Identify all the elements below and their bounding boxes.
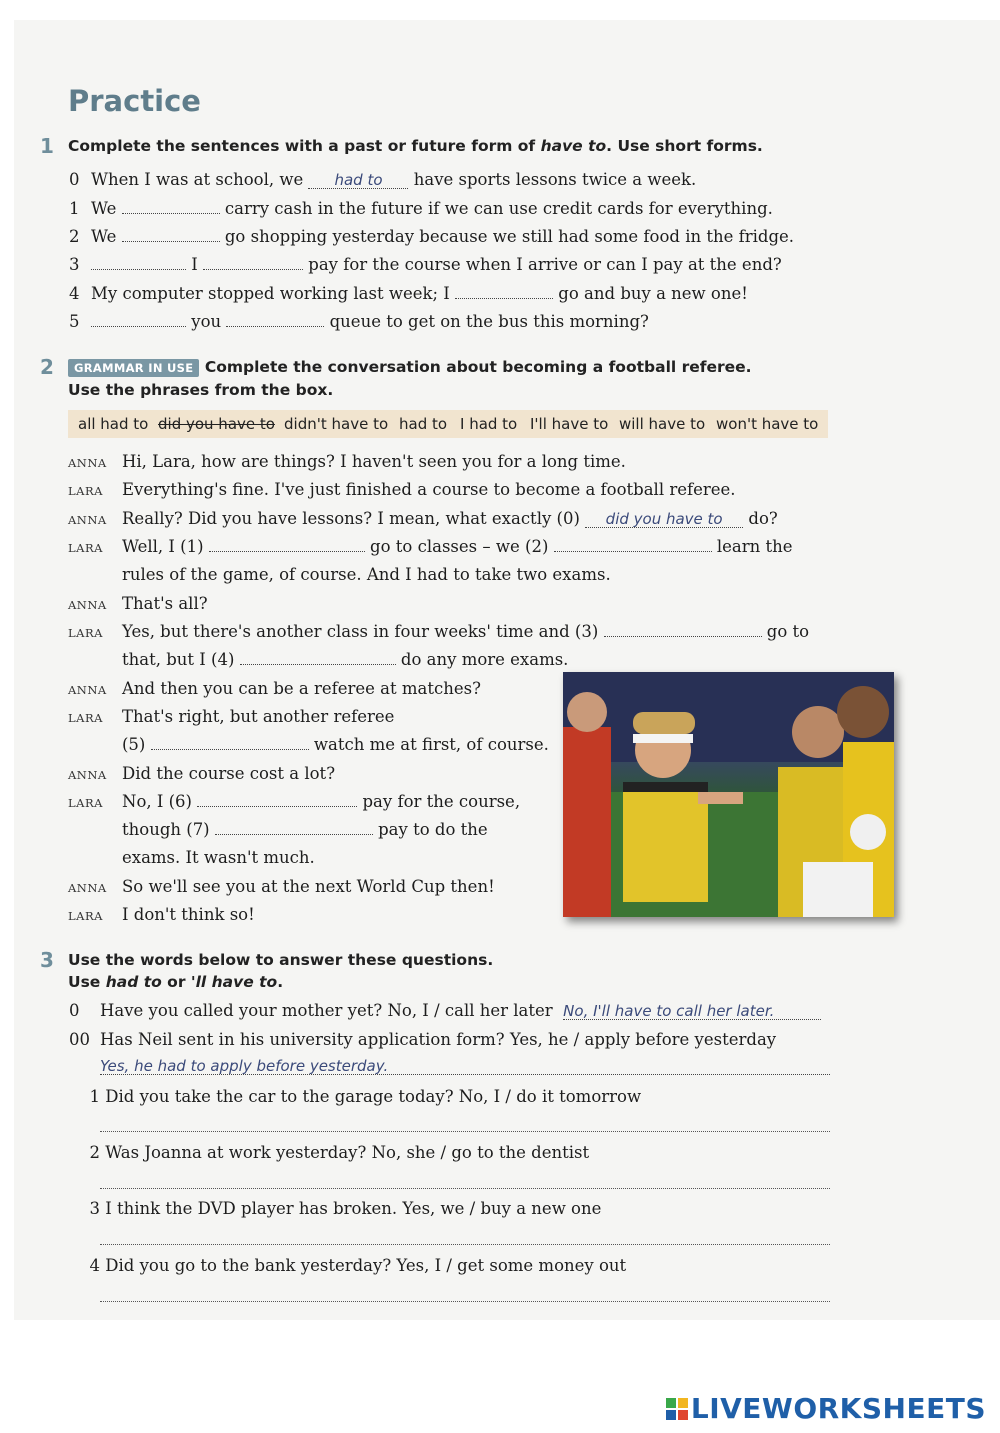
phrase-0[interactable]: all had to xyxy=(78,415,149,433)
ex2-blank-2[interactable] xyxy=(554,538,712,552)
dialogue-line-10: (5) watch me at first, of course. xyxy=(122,735,549,754)
ex1-blank-2[interactable] xyxy=(122,228,220,242)
ex1-item-4: 4 My computer stopped working last week; I go and buy a new one! xyxy=(69,284,748,303)
ex3-item-4: 4 Did you go to the bank yesterday? Yes, I / get some money out xyxy=(89,1256,627,1275)
ex2-blank-6[interactable] xyxy=(197,793,357,807)
phrase-2[interactable]: didn't have to xyxy=(284,415,389,433)
ex3-item-0: 0 Have you called your mother yet? No, I / call her later No, I'll have to call her later. xyxy=(69,1001,821,1020)
dialogue-line-9: LARA That's right, but another referee xyxy=(68,707,395,726)
ex1-item-1: 1 We carry cash in the future if we can use credit cards for everything. xyxy=(69,199,773,218)
ex1-blank-4[interactable] xyxy=(455,285,553,299)
exercise-1-instruction: Complete the sentences with a past or future form of have to. Use short forms. xyxy=(68,137,763,155)
dialogue-line-15: ANNA So we'll see you at the next World Cup then! xyxy=(68,877,495,896)
ex1-blank-5b[interactable] xyxy=(226,313,324,327)
ex1-blank-1[interactable] xyxy=(122,200,220,214)
exercise-3-number: 3 xyxy=(40,948,54,972)
phrase-4[interactable]: I had to xyxy=(460,415,518,433)
ex3-answer-line-2[interactable] xyxy=(100,1188,830,1189)
exercise-2-instruction-2: Use the phrases from the box. xyxy=(68,381,334,399)
phrase-5[interactable]: I'll have to xyxy=(530,415,609,433)
ex2-blank-4[interactable] xyxy=(240,651,396,665)
liveworksheets-logo: LIVEWORKSHEETS xyxy=(666,1392,986,1425)
phrase-7[interactable]: won't have to xyxy=(716,415,819,433)
ex2-blank-7[interactable] xyxy=(215,821,373,835)
dialogue-line-2: ANNA Really? Did you have lessons? I mean, what exactly (0) did you have to do? xyxy=(68,509,778,528)
ex1-item-0: 0 When I was at school, we had to have sports lessons twice a week. xyxy=(69,170,697,189)
dialogue-line-4: rules of the game, of course. And I had to take two exams. xyxy=(122,565,611,584)
phrase-1[interactable]: did you have to xyxy=(158,415,275,433)
dialogue-line-11: ANNA Did the course cost a lot? xyxy=(68,764,336,783)
dialogue-line-8: ANNA And then you can be a referee at matches? xyxy=(68,679,481,698)
ex3-answer-0[interactable]: No, I'll have to call her later. xyxy=(563,1003,821,1020)
grammar-in-use-badge: GRAMMAR IN USE xyxy=(68,359,199,377)
dialogue-line-0: ANNA Hi, Lara, how are things? I haven't seen you for a long time. xyxy=(68,452,626,471)
ex3-item-3: 3 I think the DVD player has broken. Yes, we / buy a new one xyxy=(89,1199,602,1218)
ex3-answer-line-3[interactable] xyxy=(100,1244,830,1245)
dialogue-line-6: LARA Yes, but there's another class in four weeks' time and (3) go to xyxy=(68,622,810,641)
ex2-blank-3[interactable] xyxy=(604,623,762,637)
ex1-blank-5a[interactable] xyxy=(91,313,186,327)
ex2-blank-5[interactable] xyxy=(151,736,309,750)
referee-photo xyxy=(563,672,894,917)
page-title: Practice xyxy=(68,84,201,118)
dialogue-line-7: that, but I (4) do any more exams. xyxy=(122,650,569,669)
dialogue-line-3: LARA Well, I (1) go to classes – we (2) learn the xyxy=(68,537,793,556)
ex2-blank-1[interactable] xyxy=(209,538,365,552)
ex3-item-00: 00 Has Neil sent in his university application form? Yes, he / apply before yesterday xyxy=(69,1030,777,1049)
ex3-answer-00[interactable]: Yes, he had to apply before yesterday. xyxy=(100,1058,830,1075)
dialogue-line-13: though (7) pay to do the xyxy=(122,820,488,839)
dialogue-line-12: LARA No, I (6) pay for the course, xyxy=(68,792,521,811)
ex3-answer-line-00[interactable] xyxy=(100,1056,830,1075)
ex1-item-3: 3 I pay for the course when I arrive or can I pay at the end? xyxy=(69,255,782,274)
ex1-blank-3b[interactable] xyxy=(203,256,303,270)
exercise-3-instruction: Use the words below to answer these questions. xyxy=(68,951,494,969)
dialogue-line-16: LARA I don't think so! xyxy=(68,905,255,924)
ex2-answer-0[interactable]: did you have to xyxy=(585,511,743,528)
phrase-3[interactable]: had to xyxy=(399,415,448,433)
exercise-3-instruction-2: Use had to or 'll have to. xyxy=(68,973,284,991)
exercise-2-number: 2 xyxy=(40,355,54,379)
ex1-answer-0[interactable]: had to xyxy=(308,172,408,189)
ex1-blank-3a[interactable] xyxy=(91,256,186,270)
liveworksheets-logo-icon xyxy=(666,1394,688,1416)
dialogue-line-5: ANNA That's all? xyxy=(68,594,208,613)
dialogue-line-1: LARA Everything's fine. I've just finished a course to become a football referee. xyxy=(68,480,736,499)
ex3-item-2: 2 Was Joanna at work yesterday? No, she / go to the dentist xyxy=(89,1143,590,1162)
exercise-2-instruction: GRAMMAR IN USE Complete the conversation about becoming a football referee. xyxy=(68,358,752,376)
phrase-6[interactable]: will have to xyxy=(619,415,706,433)
ex3-answer-line-1[interactable] xyxy=(100,1131,830,1132)
ex3-answer-line-4[interactable] xyxy=(100,1301,830,1302)
ex3-item-1: 1 Did you take the car to the garage today? No, I / do it tomorrow xyxy=(89,1087,642,1106)
dialogue-line-14: exams. It wasn't much. xyxy=(122,848,315,867)
exercise-1-number: 1 xyxy=(40,134,54,158)
ex1-item-2: 2 We go shopping yesterday because we still had some food in the fridge. xyxy=(69,227,795,246)
ex1-item-5: 5 you queue to get on the bus this morning? xyxy=(69,312,649,331)
